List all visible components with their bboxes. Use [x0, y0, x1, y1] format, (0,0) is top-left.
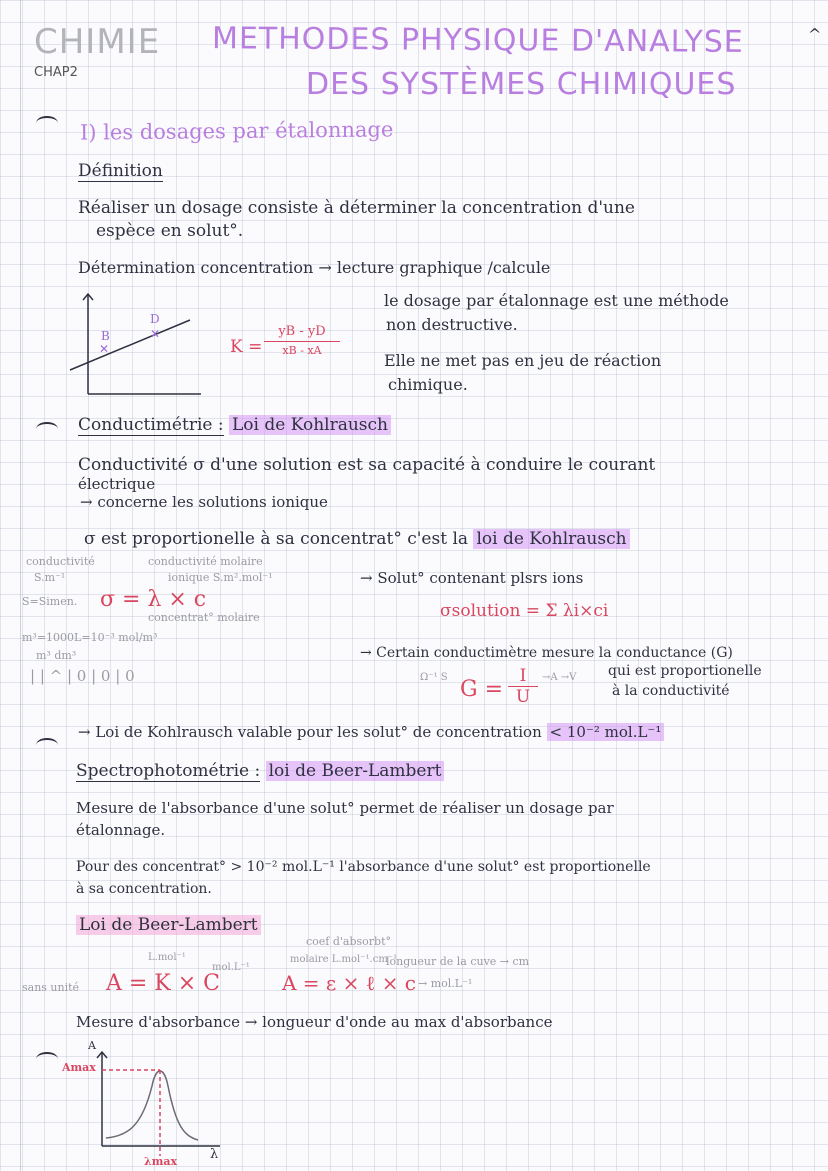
- bullet-multi-ions: → Solut° contenant plsrs ions: [360, 569, 584, 587]
- absorbance-line-4: à sa concentration.: [76, 881, 212, 897]
- graph-amax-label: Amax: [62, 1061, 96, 1074]
- annotation-g-ampere-volt: →A →V: [542, 672, 577, 683]
- annotation-conductivite-unit: S.m⁻¹: [34, 571, 66, 584]
- conductivity-line-2: électrique: [78, 475, 156, 493]
- proportional-text: σ est proportionelle à sa concentrat° c'est la: [84, 529, 469, 549]
- conductimetrie-label: Conductimétrie :: [78, 415, 224, 435]
- note-line-1: le dosage par étalonnage est une méthode: [384, 291, 729, 310]
- corner-mark: ^: [808, 25, 822, 44]
- formula-g-fraction: [508, 666, 538, 707]
- graph-point-d: D: [150, 312, 160, 326]
- annotation-coef: coef d'absorbt°: [306, 935, 392, 948]
- graph-cross-icon: ✕: [150, 327, 161, 341]
- annotation-sans-unite: sans unité: [22, 981, 80, 994]
- measure-line: Mesure d'absorbance → longueur d'onde au max d'absorbance: [76, 1013, 553, 1031]
- section-bracket: [36, 738, 58, 752]
- formula-g-numerator: I: [508, 666, 538, 687]
- graph-cross-icon: ✕: [99, 342, 110, 356]
- graph-point-b: B: [101, 329, 110, 343]
- formula-g-label: G =: [460, 677, 504, 702]
- annotation-g-units: Ω⁻¹ S: [420, 672, 448, 683]
- formula-k-label: K =: [230, 337, 263, 357]
- formula-g-denominator: U: [515, 687, 531, 707]
- annotation-siemens: S=Simen.: [22, 595, 78, 608]
- graph-lambda-max-label: λmax: [144, 1155, 178, 1168]
- absorbance-line-2: étalonnage.: [76, 821, 166, 839]
- annotation-conductivite: conductivité: [26, 555, 95, 568]
- validity-text: → Loi de Kohlrausch valable pour les solut° de concentration: [78, 723, 542, 741]
- note-line-3: Elle ne met pas en jeu de réaction: [384, 351, 662, 370]
- formula-sum: σsolution = Σ λi×ci: [440, 601, 609, 621]
- annotation-units: m³=1000L=10⁻³ mol/m³: [22, 631, 158, 644]
- absorbance-line-3: Pour des concentrat° > 10⁻² mol.L⁻¹ l'absorbance d'une solut° est proportionelle: [76, 859, 651, 875]
- bullet-conductance: → Certain conductimètre mesure la conductance (G): [360, 645, 733, 661]
- conductivity-line-3: → concerne les solutions ionique: [80, 493, 328, 511]
- spectro-heading: [76, 762, 444, 781]
- graph-y-label: A: [88, 1039, 96, 1052]
- subject-title: CHIMIE: [34, 22, 161, 62]
- formula-a-epsilon: A = ε × ℓ × c: [282, 971, 417, 995]
- conductance-note-1: qui est proportionelle: [608, 663, 762, 679]
- absorbance-line-1: Mesure de l'absorbance d'une solut° permet de réaliser un dosage par: [76, 799, 614, 817]
- chapter-label: CHAP2: [34, 65, 78, 80]
- formula-k-numerator: yB - yD: [264, 324, 340, 342]
- formula-sigma: σ = λ × c: [100, 587, 207, 612]
- definition-text-1: Réaliser un dosage consiste à déterminer la concentration d'une: [78, 198, 635, 218]
- annotation-ionique: ionique S.m².mol⁻¹: [168, 571, 273, 584]
- section-bracket: [36, 422, 58, 436]
- annotation-conversion-table: | | ^ | 0 | 0 | 0: [30, 667, 135, 685]
- kohlrausch-heading: Loi de Kohlrausch: [229, 415, 391, 435]
- proportional-line: [84, 530, 630, 549]
- kohlrausch-validity: [78, 724, 664, 741]
- page-title-line1: METHODES PHYSIQUE D'ANALYSE: [211, 21, 744, 60]
- definition-label: Définition: [78, 161, 163, 181]
- annotation-molaire-units: molaire L.mol⁻¹.cm⁻¹: [290, 954, 398, 965]
- conductimetrie-heading: [78, 416, 391, 435]
- annotation-molaire: conductivité molaire: [148, 555, 263, 568]
- beer-lambert-law-highlight: Loi de Beer-Lambert: [76, 915, 261, 935]
- beer-lambert-heading: loi de Beer-Lambert: [266, 761, 445, 781]
- absorbance-graph: [80, 1046, 240, 1156]
- annotation-concentration: concentrat° molaire: [148, 611, 260, 624]
- section-bracket: [36, 1052, 58, 1066]
- annotation-moll: mol.L⁻¹: [212, 962, 250, 973]
- formula-a-k-c: A = K × C: [106, 971, 220, 996]
- annotation-longueur: longueur de la cuve → cm: [386, 955, 530, 968]
- annotation-dm: m³ dm³: [36, 649, 77, 662]
- conductivity-line-1: Conductivité σ d'une solution est sa capacité à conduire le courant: [78, 455, 656, 475]
- determination-line: Détermination concentration → lecture graphique /calcule: [78, 258, 551, 277]
- section-bracket: [36, 116, 58, 130]
- section1-heading: I) les dosages par étalonnage: [79, 117, 394, 145]
- beer-lambert-law-label: [76, 916, 261, 935]
- annotation-c-unit: → mol.L⁻¹: [418, 977, 473, 990]
- definition-text-2: espèce en solut°.: [96, 221, 244, 241]
- formula-k-fraction: [264, 324, 340, 357]
- note-line-2: non destructive.: [386, 315, 518, 334]
- page-title-line2: DES SYSTÈMES CHIMIQUES: [306, 67, 737, 102]
- conductance-note-2: à la conductivité: [612, 683, 730, 699]
- kohlrausch-law-highlight: loi de Kohlrausch: [473, 529, 629, 549]
- notebook-margin-line: [20, 0, 21, 1171]
- calibration-graph: [66, 290, 206, 400]
- annotation-lmol: L.mol⁻¹: [148, 952, 186, 963]
- spectro-label: Spectrophotométrie :: [76, 761, 261, 781]
- graph-x-label: λ: [210, 1147, 219, 1162]
- formula-k-denominator: xB - xA: [282, 344, 322, 357]
- note-line-4: chimique.: [388, 375, 468, 394]
- validity-value: < 10⁻² mol.L⁻¹: [547, 723, 665, 741]
